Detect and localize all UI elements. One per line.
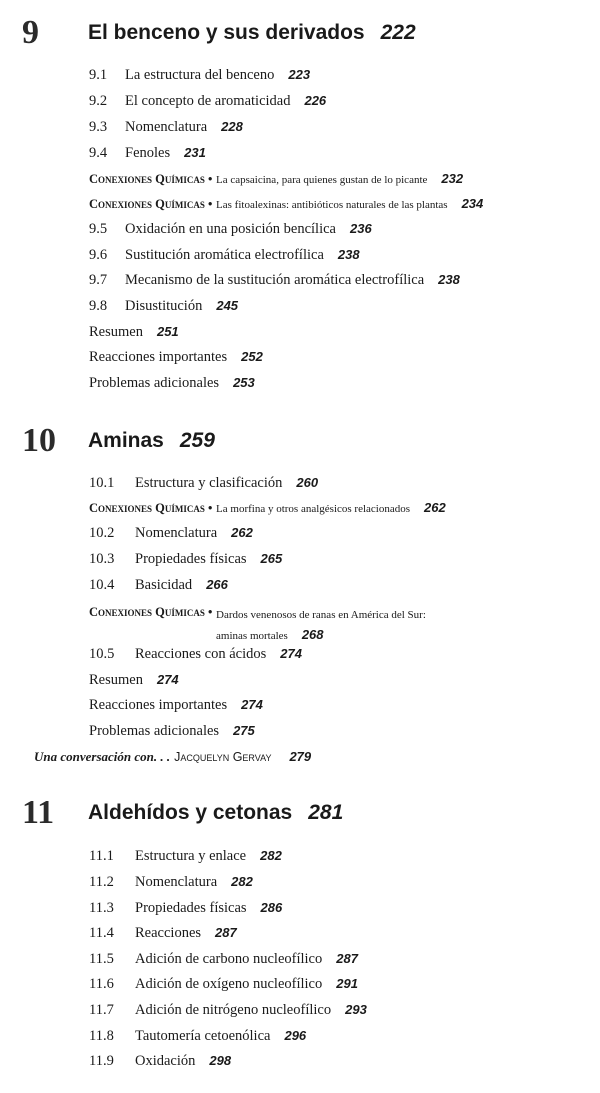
chapter-number: 11 — [22, 794, 55, 831]
section-page: 266 — [206, 577, 228, 592]
section-page: 282 — [231, 874, 253, 889]
section-page: 274 — [280, 646, 302, 661]
section-title: Nomenclatura — [125, 119, 208, 135]
toc-section-entry[interactable] — [89, 119, 243, 136]
toc-section-entry[interactable] — [89, 848, 282, 865]
toc-section-entry[interactable] — [89, 551, 282, 568]
section-title: Propiedades físicas — [135, 551, 247, 567]
conexiones-title: Dardos venenosos de ranas en América del Sur: — [216, 609, 426, 621]
section-page: 245 — [216, 298, 239, 313]
toc-entry[interactable] — [89, 349, 263, 366]
entry-title: Resumen — [89, 672, 143, 688]
section-page: 238 — [438, 272, 460, 287]
conexiones-label: Conexiones Químicas • — [89, 605, 213, 619]
toc-entry[interactable] — [89, 723, 255, 740]
chapter-heading — [88, 429, 215, 453]
conexiones-page: 262 — [424, 500, 446, 515]
toc-entry[interactable] — [89, 672, 179, 689]
section-title: Oxidación — [135, 1053, 196, 1069]
toc-section-entry[interactable] — [89, 298, 238, 315]
section-title: Mecanismo de la sustitución aromática electrofílica — [125, 272, 425, 288]
section-title: Adición de oxígeno nucleofílico — [135, 976, 323, 992]
section-page: 296 — [284, 1028, 307, 1043]
chapter-number: 10 — [22, 422, 56, 459]
section-number: 11.9 — [89, 1053, 114, 1069]
entry-title: Reacciones importantes — [89, 349, 228, 365]
section-title: Oxidación en una posición bencílica — [125, 221, 336, 237]
entry-page: 251 — [156, 324, 179, 339]
conexiones-entry[interactable] — [89, 196, 483, 213]
chapter-heading — [88, 801, 343, 825]
toc-section-entry[interactable] — [89, 475, 318, 492]
chapter-title: El benceno y sus derivados — [88, 21, 365, 44]
conexiones-title-line2: aminas mortales — [216, 630, 288, 642]
section-number: 9.4 — [89, 145, 108, 161]
conexiones-page: 232 — [441, 171, 464, 186]
toc-section-entry[interactable] — [89, 145, 206, 162]
section-page: 265 — [260, 551, 283, 566]
section-number: 11.8 — [89, 1028, 114, 1044]
entry-page: 252 — [241, 349, 263, 364]
entry-title: Problemas adicionales — [89, 723, 220, 739]
section-title: Fenoles — [125, 145, 171, 161]
section-number: 11.3 — [89, 900, 114, 916]
section-page: 226 — [304, 93, 327, 108]
section-number: 11.5 — [89, 951, 114, 967]
section-number: 10.4 — [89, 577, 115, 593]
section-title: Propiedades físicas — [135, 900, 247, 916]
section-number: 9.8 — [89, 298, 108, 314]
section-page: 293 — [345, 1002, 367, 1017]
section-number: 10.1 — [89, 475, 115, 491]
section-number: 9.7 — [89, 272, 108, 288]
conexiones-page: 234 — [461, 196, 484, 211]
chapter-heading — [88, 21, 416, 45]
conversation-entry[interactable] — [34, 748, 311, 766]
toc-section-entry[interactable] — [89, 93, 326, 110]
section-page: 282 — [260, 848, 282, 863]
section-title: Adición de nitrógeno nucleofílico — [135, 1002, 332, 1018]
section-title: Adición de carbono nucleofílico — [135, 951, 323, 967]
section-page: 287 — [336, 951, 358, 966]
conexiones-title: Las fitoalexinas: antibióticos naturales de las plantas — [216, 199, 448, 211]
section-number: 11.7 — [89, 1002, 114, 1018]
chapter-page: 222 — [380, 21, 416, 44]
entry-page: 253 — [233, 375, 255, 390]
section-number: 11.1 — [89, 848, 114, 864]
section-title: Nomenclatura — [135, 874, 218, 890]
section-page: 236 — [350, 221, 372, 236]
section-page: 231 — [184, 145, 206, 160]
toc-section-entry[interactable] — [89, 577, 228, 594]
toc-entry[interactable] — [89, 375, 255, 392]
section-title: Nomenclatura — [135, 525, 218, 541]
conexiones-entry[interactable] — [89, 500, 446, 517]
toc-section-entry[interactable] — [89, 1028, 306, 1045]
toc-section-entry[interactable] — [89, 925, 237, 942]
section-page: 291 — [336, 976, 358, 991]
section-title: Tautomería cetoenólica — [135, 1028, 271, 1044]
section-number: 10.2 — [89, 525, 115, 541]
toc-section-entry[interactable] — [89, 976, 358, 993]
section-title: Basicidad — [135, 577, 193, 593]
entry-title: Problemas adicionales — [89, 375, 220, 391]
conexiones-label: Conexiones Químicas • — [89, 172, 213, 186]
conversation-label: Una conversación con. . . — [34, 749, 171, 764]
chapter-page: 259 — [179, 429, 215, 452]
section-number: 11.4 — [89, 925, 114, 941]
chapter-title: Aminas — [88, 429, 164, 452]
conversation-name: Jacquelyn Gervay — [174, 750, 272, 764]
section-page: 238 — [337, 247, 360, 262]
section-title: El concepto de aromaticidad — [125, 93, 291, 109]
section-page: 223 — [288, 67, 311, 82]
toc-section-entry[interactable] — [89, 272, 460, 289]
entry-title: Resumen — [89, 324, 143, 340]
entry-page: 274 — [156, 672, 179, 687]
conexiones-page: 268 — [301, 627, 324, 642]
section-number: 9.1 — [89, 67, 108, 83]
section-title: Reacciones con ácidos — [135, 646, 267, 662]
section-number: 9.6 — [89, 247, 108, 263]
toc-section-entry[interactable] — [89, 1002, 367, 1019]
section-title: Estructura y enlace — [135, 848, 247, 864]
entry-title: Reacciones importantes — [89, 697, 228, 713]
chapter-page: 281 — [308, 801, 344, 824]
conexiones-label: Conexiones Químicas • — [89, 197, 213, 211]
toc-section-entry[interactable] — [89, 646, 302, 663]
section-page: 298 — [209, 1053, 232, 1068]
section-page: 260 — [296, 475, 319, 490]
section-title: Reacciones — [135, 925, 202, 941]
conexiones-label: Conexiones Químicas • — [89, 501, 213, 515]
section-page: 287 — [215, 925, 237, 940]
conexiones-title: La morfina y otros analgésicos relacionados — [216, 503, 410, 515]
conversation-page: 279 — [289, 749, 312, 764]
section-number: 11.6 — [89, 976, 114, 992]
toc-section-entry[interactable] — [89, 1053, 231, 1070]
section-title: La estructura del benceno — [125, 67, 275, 83]
toc-section-entry[interactable] — [89, 951, 358, 968]
toc-entry[interactable] — [89, 697, 263, 714]
section-title: Sustitución aromática electrofílica — [125, 247, 324, 263]
conexiones-entry[interactable] — [89, 171, 463, 188]
section-page: 286 — [260, 900, 283, 915]
toc-section-entry[interactable] — [89, 525, 253, 542]
chapter-title: Aldehídos y cetonas — [88, 801, 293, 824]
section-page: 228 — [221, 119, 243, 134]
section-number: 9.2 — [89, 93, 108, 109]
section-page: 262 — [231, 525, 253, 540]
section-title: Disustitución — [125, 298, 203, 314]
conexiones-title: La capsaicina, para quienes gustan de lo picante — [216, 174, 428, 186]
section-number: 10.3 — [89, 551, 115, 567]
toc-entry[interactable] — [89, 324, 179, 341]
entry-page: 275 — [233, 723, 255, 738]
chapter-number: 9 — [22, 14, 39, 51]
section-number: 10.5 — [89, 646, 115, 662]
section-number: 9.5 — [89, 221, 108, 237]
conexiones-entry[interactable] — [89, 605, 426, 646]
toc-section-entry[interactable] — [89, 874, 253, 891]
toc-section-entry[interactable] — [89, 67, 310, 84]
section-title: Estructura y clasificación — [135, 475, 283, 491]
section-number: 11.2 — [89, 874, 114, 890]
toc-section-entry[interactable] — [89, 221, 372, 238]
toc-section-entry[interactable] — [89, 247, 360, 264]
entry-page: 274 — [241, 697, 263, 712]
section-number: 9.3 — [89, 119, 108, 135]
toc-section-entry[interactable] — [89, 900, 282, 917]
